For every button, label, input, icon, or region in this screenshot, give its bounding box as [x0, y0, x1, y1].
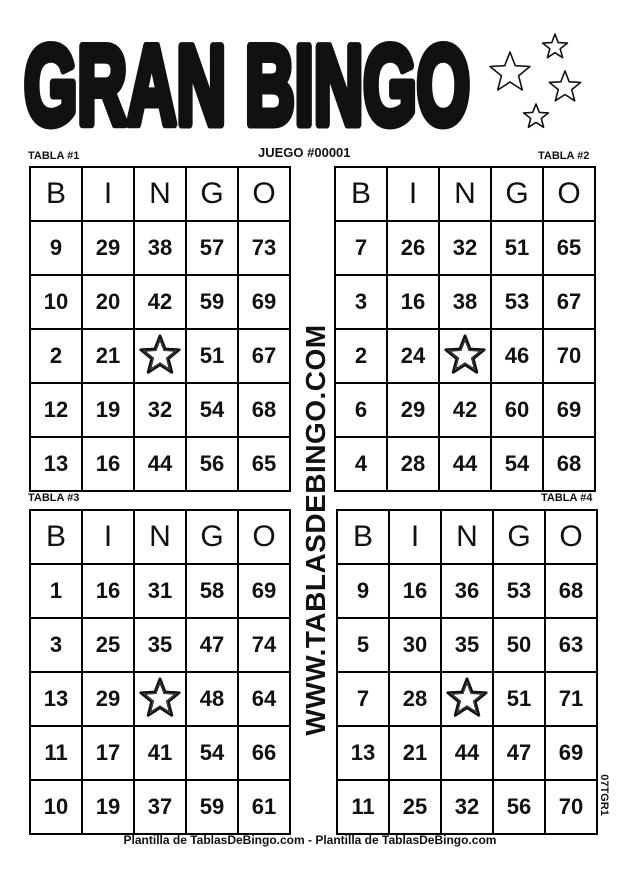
number-cell: 70 [545, 780, 597, 834]
number-cell: 28 [387, 437, 439, 491]
number-cell: 29 [387, 383, 439, 437]
card-row [30, 275, 290, 329]
number-cell: 13 [30, 437, 82, 491]
number-cell: 2 [335, 329, 387, 383]
number-cell: 28 [389, 672, 441, 726]
card-label-2: TABLA #2 [538, 150, 590, 162]
number-cell: 67 [543, 275, 595, 329]
number-cell: 9 [337, 564, 389, 618]
header-letter: B [335, 167, 387, 221]
number-cell: 7 [337, 672, 389, 726]
card-row [337, 564, 597, 618]
number-cell: 19 [82, 780, 134, 834]
number-cell: 31 [134, 564, 186, 618]
free-space-star-icon [134, 329, 186, 383]
card-row [30, 672, 290, 726]
number-cell: 59 [186, 780, 238, 834]
number-cell: 38 [134, 221, 186, 275]
number-cell: 32 [439, 221, 491, 275]
number-cell: 2 [30, 329, 82, 383]
page-title-shadow: GRAN BINGO [24, 23, 470, 148]
number-cell: 21 [389, 726, 441, 780]
page-title: GRAN BINGO [24, 23, 470, 148]
number-cell: 54 [491, 437, 543, 491]
number-cell: 53 [493, 564, 545, 618]
number-cell: 35 [134, 618, 186, 672]
number-cell: 65 [543, 221, 595, 275]
number-cell: 16 [387, 275, 439, 329]
free-space-star-icon [134, 672, 186, 726]
number-cell: 60 [491, 383, 543, 437]
bingo-card-3 [29, 509, 291, 835]
bingo-card-2 [334, 166, 596, 492]
header-letter: I [82, 510, 134, 564]
number-cell: 20 [82, 275, 134, 329]
number-cell: 16 [389, 564, 441, 618]
number-cell: 44 [134, 437, 186, 491]
number-cell: 25 [82, 618, 134, 672]
number-cell: 3 [335, 275, 387, 329]
number-cell: 64 [238, 672, 290, 726]
template-code: 07TGR1 [598, 774, 610, 816]
number-cell: 25 [389, 780, 441, 834]
header-letter: N [439, 167, 491, 221]
number-cell: 42 [134, 275, 186, 329]
number-cell: 57 [186, 221, 238, 275]
card-header-row [30, 167, 290, 221]
card-row [30, 726, 290, 780]
header-letter: I [389, 510, 441, 564]
number-cell: 29 [82, 672, 134, 726]
number-cell: 24 [387, 329, 439, 383]
card-row [335, 275, 595, 329]
card-row [30, 437, 290, 491]
card-row [337, 780, 597, 834]
card-row [30, 383, 290, 437]
number-cell: 68 [543, 437, 595, 491]
number-cell: 68 [545, 564, 597, 618]
number-cell: 17 [82, 726, 134, 780]
number-cell: 4 [335, 437, 387, 491]
header-letter: B [337, 510, 389, 564]
number-cell: 11 [337, 780, 389, 834]
card-row [335, 329, 595, 383]
number-cell: 59 [186, 275, 238, 329]
number-cell: 44 [439, 437, 491, 491]
number-cell: 16 [82, 437, 134, 491]
number-cell: 35 [441, 618, 493, 672]
number-cell: 51 [491, 221, 543, 275]
number-cell: 54 [186, 726, 238, 780]
card-label-1: TABLA #1 [28, 150, 80, 162]
number-cell: 56 [186, 437, 238, 491]
card-row [30, 221, 290, 275]
number-cell: 7 [335, 221, 387, 275]
header-letter: O [545, 510, 597, 564]
number-cell: 73 [238, 221, 290, 275]
number-cell: 26 [387, 221, 439, 275]
number-cell: 32 [134, 383, 186, 437]
number-cell: 32 [441, 780, 493, 834]
number-cell: 51 [186, 329, 238, 383]
header-letter: N [441, 510, 493, 564]
number-cell: 54 [186, 383, 238, 437]
number-cell: 63 [545, 618, 597, 672]
header-letter: O [543, 167, 595, 221]
number-cell: 48 [186, 672, 238, 726]
number-cell: 16 [82, 564, 134, 618]
number-cell: 12 [30, 383, 82, 437]
card-row [337, 726, 597, 780]
bingo-card-4 [336, 509, 598, 835]
header-letter: G [491, 167, 543, 221]
number-cell: 44 [441, 726, 493, 780]
number-cell: 29 [82, 221, 134, 275]
footer-text: Plantilla de TablasDeBingo.com - Plantilla de TablasDeBingo.com [123, 833, 497, 847]
website-vertical: WWW.TABLASDEBINGO.COM [300, 324, 331, 736]
number-cell: 13 [337, 726, 389, 780]
card-row [335, 437, 595, 491]
number-cell: 46 [491, 329, 543, 383]
number-cell: 6 [335, 383, 387, 437]
card-row [335, 383, 595, 437]
number-cell: 70 [543, 329, 595, 383]
star-icon [490, 52, 530, 90]
header-letter: I [387, 167, 439, 221]
number-cell: 68 [238, 383, 290, 437]
number-cell: 41 [134, 726, 186, 780]
number-cell: 10 [30, 275, 82, 329]
header-letter: B [30, 167, 82, 221]
card-row [335, 221, 595, 275]
bingo-card-1 [29, 166, 291, 492]
card-row [30, 329, 290, 383]
number-cell: 13 [30, 672, 82, 726]
card-header-row [335, 167, 595, 221]
card-header-row [30, 510, 290, 564]
header-letter: B [30, 510, 82, 564]
title-banner [0, 0, 620, 150]
game-number: JUEGO #00001 [258, 145, 351, 160]
free-space-star-icon [439, 329, 491, 383]
header-letter: G [186, 510, 238, 564]
header-letter: O [238, 510, 290, 564]
number-cell: 56 [493, 780, 545, 834]
number-cell: 10 [30, 780, 82, 834]
number-cell: 11 [30, 726, 82, 780]
card-label-4: TABLA #4 [541, 492, 593, 504]
header-letter: I [82, 167, 134, 221]
card-row [337, 672, 597, 726]
number-cell: 51 [493, 672, 545, 726]
number-cell: 69 [238, 564, 290, 618]
star-icon [543, 34, 568, 58]
number-cell: 69 [543, 383, 595, 437]
card-row [30, 780, 290, 834]
number-cell: 66 [238, 726, 290, 780]
number-cell: 19 [82, 383, 134, 437]
card-header-row [337, 510, 597, 564]
number-cell: 50 [493, 618, 545, 672]
number-cell: 30 [389, 618, 441, 672]
header-letter: N [134, 167, 186, 221]
number-cell: 47 [493, 726, 545, 780]
number-cell: 9 [30, 221, 82, 275]
number-cell: 42 [439, 383, 491, 437]
number-cell: 38 [439, 275, 491, 329]
number-cell: 3 [30, 618, 82, 672]
card-label-3: TABLA #3 [28, 492, 80, 504]
star-icon [524, 104, 549, 127]
number-cell: 69 [238, 275, 290, 329]
number-cell: 65 [238, 437, 290, 491]
number-cell: 67 [238, 329, 290, 383]
card-row [30, 564, 290, 618]
number-cell: 74 [238, 618, 290, 672]
header-letter: G [186, 167, 238, 221]
free-space-star-icon [441, 672, 493, 726]
number-cell: 47 [186, 618, 238, 672]
number-cell: 5 [337, 618, 389, 672]
header-letter: N [134, 510, 186, 564]
number-cell: 1 [30, 564, 82, 618]
header-letter: G [493, 510, 545, 564]
number-cell: 37 [134, 780, 186, 834]
number-cell: 53 [491, 275, 543, 329]
number-cell: 61 [238, 780, 290, 834]
stars-decoration [490, 34, 581, 127]
header-letter: O [238, 167, 290, 221]
number-cell: 71 [545, 672, 597, 726]
card-row [337, 618, 597, 672]
number-cell: 58 [186, 564, 238, 618]
number-cell: 21 [82, 329, 134, 383]
number-cell: 69 [545, 726, 597, 780]
star-icon [549, 71, 580, 101]
card-row [30, 618, 290, 672]
number-cell: 36 [441, 564, 493, 618]
